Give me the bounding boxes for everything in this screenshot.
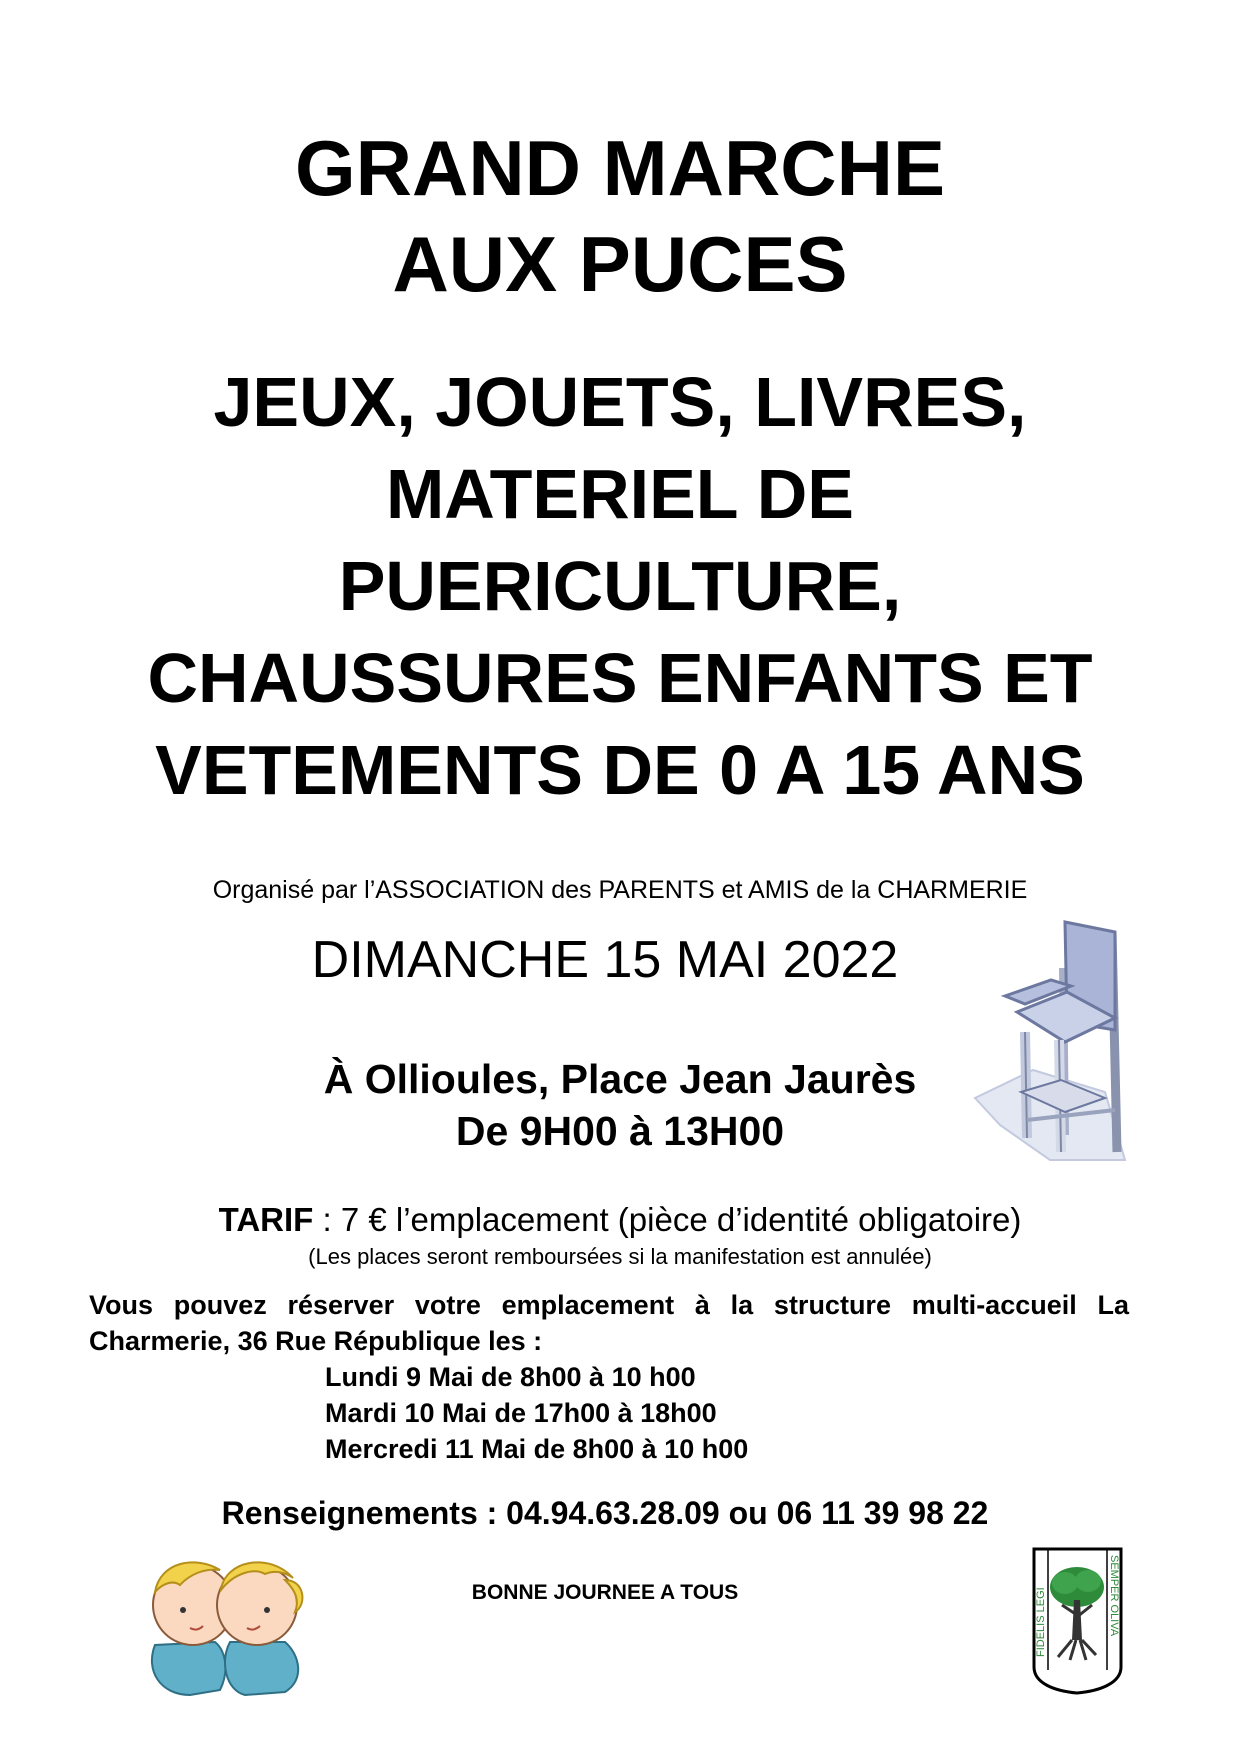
- title-line-1: GRAND MARCHE: [295, 124, 945, 212]
- organizer-text: Organisé par l’ASSOCIATION des PARENTS et AMIS de la CHARMERIE: [212, 876, 1028, 904]
- tarif-label: TARIF: [218, 1201, 314, 1238]
- slot-1: Lundi 9 Mai de 8h00 à 10 h00: [325, 1362, 696, 1392]
- tarif-text: : 7 € l’emplacement (pièce d’identité obligatoire): [313, 1201, 1022, 1238]
- poster-title: [0, 120, 1240, 312]
- items-line-4: CHAUSSURES ENFANTS ET: [147, 639, 1093, 717]
- tarif-line: [0, 1201, 1240, 1239]
- tarif-note: (Les places seront remboursées si la manifestation est annulée): [308, 1244, 932, 1269]
- items-line-5: VETEMENTS DE 0 A 15 ANS: [155, 731, 1085, 809]
- items-list: [0, 356, 1240, 816]
- slot-2: Mardi 10 Mai de 17h00 à 18h00: [325, 1398, 717, 1428]
- event-location: [0, 1053, 1240, 1157]
- reservation-slots: [325, 1359, 748, 1467]
- contact-info: Renseignements : 04.94.63.28.09 ou 06 11 39 98 22: [221, 1495, 989, 1531]
- event-date: DIMANCHE 15 MAI 2022: [311, 931, 899, 989]
- emblem-left-text: FIDELIS LEGI: [1035, 1587, 1047, 1657]
- emblem-right-text: SEMPER OLIVA: [1108, 1555, 1120, 1637]
- closing-text: BONNE JOURNEE A TOUS: [471, 1581, 739, 1604]
- reservation-intro: Vous pouvez réserver votre emplacement à la structure multi-accueil La Charmerie, 36 Rue République les :: [89, 1290, 1129, 1356]
- title-line-2: AUX PUCES: [392, 220, 848, 308]
- slot-3: Mercredi 11 Mai de 8h00 à 10 h00: [325, 1434, 749, 1464]
- babies-illustration: [135, 1550, 315, 1700]
- items-line-2: MATERIEL DE: [386, 455, 854, 533]
- location-hours: De 9H00 à 13H00: [455, 1108, 785, 1154]
- location-place: À Ollioules, Place Jean Jaurès: [323, 1056, 917, 1102]
- coat-of-arms-olive-tree: [1030, 1545, 1125, 1695]
- items-line-1: JEUX, JOUETS, LIVRES,: [213, 363, 1027, 441]
- items-line-3: PUERICULTURE,: [338, 547, 902, 625]
